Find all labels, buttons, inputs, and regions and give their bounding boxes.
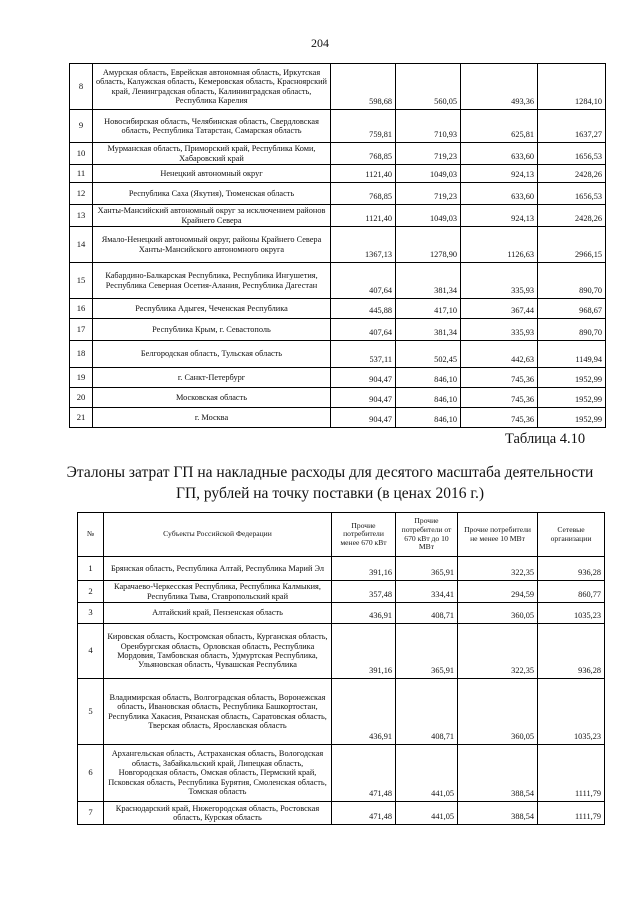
row-number: 3 [78, 603, 104, 624]
value-large-consumers: 442,63 [461, 341, 538, 368]
row-number: 6 [78, 745, 104, 802]
value-grid-organizations: 936,28 [538, 624, 605, 679]
table-row [78, 557, 605, 581]
value-grid-organizations: 1035,23 [538, 603, 605, 624]
value-medium-consumers: 502,45 [396, 341, 461, 368]
region-cell: Кировская область, Костромская область, Курганская область, Оренбургская область, Орловская область, Республика Мордовия, Тамбовская область, Удмуртская Республика, Ульяновская область, Чувашская Республика [104, 624, 332, 679]
value-medium-consumers: 441,05 [396, 802, 458, 825]
table-row [70, 341, 606, 368]
value-large-consumers: 633,60 [461, 143, 538, 165]
value-small-consumers: 471,48 [332, 745, 396, 802]
value-large-consumers: 335,93 [461, 263, 538, 299]
row-number: 4 [78, 624, 104, 679]
value-small-consumers: 1121,40 [331, 165, 396, 183]
value-large-consumers: 745,36 [461, 388, 538, 408]
value-medium-consumers: 365,91 [396, 557, 458, 581]
value-large-consumers: 388,54 [458, 802, 538, 825]
value-medium-consumers: 365,91 [396, 624, 458, 679]
row-number: 15 [70, 263, 93, 299]
table-row [78, 581, 605, 603]
value-medium-consumers: 846,10 [396, 388, 461, 408]
value-small-consumers: 391,16 [332, 557, 396, 581]
value-grid-organizations: 1656,53 [538, 183, 606, 205]
table-row [78, 624, 605, 679]
header-grid-organizations: Сетевые организации [538, 513, 605, 557]
value-grid-organizations: 1035,23 [538, 679, 605, 745]
header-large-consumers: Прочие потребители не менее 10 МВт [458, 513, 538, 557]
region-cell: Республика Саха (Якутия), Тюменская область [93, 183, 331, 205]
table-row [70, 388, 606, 408]
value-large-consumers: 335,93 [461, 319, 538, 341]
region-cell: Амурская область, Еврейская автономная область, Иркутская область, Калужская область, Кемеровская область, Красноярский край, Ленинградская область, Калининградская область, Республика Карелия [93, 64, 331, 110]
value-small-consumers: 391,16 [332, 624, 396, 679]
row-number: 8 [70, 64, 93, 110]
row-number: 16 [70, 299, 93, 319]
value-small-consumers: 598,68 [331, 64, 396, 110]
value-large-consumers: 388,54 [458, 745, 538, 802]
region-cell: Республика Адыгея, Чеченская Республика [93, 299, 331, 319]
value-small-consumers: 768,85 [331, 183, 396, 205]
region-cell: Московская область [93, 388, 331, 408]
row-number: 1 [78, 557, 104, 581]
table-row [70, 183, 606, 205]
region-cell: г. Санкт-Петербург [93, 368, 331, 388]
value-medium-consumers: 719,23 [396, 143, 461, 165]
region-cell: Владимирская область, Волгоградская область, Воронежская область, Ивановская область, Республика Башкортостан, Республика Хакасия, Рязанская область, Саратовская область, Тверская область, Ярославская область [104, 679, 332, 745]
value-grid-organizations: 1111,79 [538, 802, 605, 825]
region-cell: Мурманская область, Приморский край, Республика Коми, Хабаровский край [93, 143, 331, 165]
table-header-row [78, 513, 605, 557]
value-medium-consumers: 408,71 [396, 603, 458, 624]
row-number: 5 [78, 679, 104, 745]
region-cell: Республика Крым, г. Севастополь [93, 319, 331, 341]
table-row [70, 368, 606, 388]
region-cell: г. Москва [93, 408, 331, 428]
row-number: 2 [78, 581, 104, 603]
row-number: 11 [70, 165, 93, 183]
value-grid-organizations: 1637,27 [538, 110, 606, 143]
value-grid-organizations: 2966,15 [538, 227, 606, 263]
value-medium-consumers: 417,10 [396, 299, 461, 319]
region-cell: Ямало-Ненецкий автономный округ, районы Крайнего Севера Ханты-Мансийского автономного округа [93, 227, 331, 263]
table-row [70, 227, 606, 263]
value-medium-consumers: 846,10 [396, 408, 461, 428]
row-number: 13 [70, 205, 93, 227]
row-number: 20 [70, 388, 93, 408]
table-row [70, 263, 606, 299]
value-grid-organizations: 936,28 [538, 557, 605, 581]
value-grid-organizations: 1952,99 [538, 388, 606, 408]
row-number: 7 [78, 802, 104, 825]
table-label: Таблица 4.10 [505, 431, 586, 447]
value-medium-consumers: 1049,03 [396, 205, 461, 227]
value-small-consumers: 471,48 [332, 802, 396, 825]
region-cell: Карачаево-Черкесская Республика, Республика Калмыкия, Республика Тыва, Ставропольский край [104, 581, 332, 603]
region-cell: Белгородская область, Тульская область [93, 341, 331, 368]
value-grid-organizations: 1284,10 [538, 64, 606, 110]
value-small-consumers: 904,47 [331, 408, 396, 428]
value-medium-consumers: 1049,03 [396, 165, 461, 183]
table-row [70, 319, 606, 341]
value-large-consumers: 322,35 [458, 624, 538, 679]
value-grid-organizations: 1656,53 [538, 143, 606, 165]
value-small-consumers: 407,64 [331, 263, 396, 299]
value-small-consumers: 768,85 [331, 143, 396, 165]
value-grid-organizations: 860,77 [538, 581, 605, 603]
value-large-consumers: 924,13 [461, 165, 538, 183]
value-medium-consumers: 846,10 [396, 368, 461, 388]
value-large-consumers: 745,36 [461, 368, 538, 388]
value-large-consumers: 745,36 [461, 408, 538, 428]
value-medium-consumers: 560,05 [396, 64, 461, 110]
value-grid-organizations: 890,70 [538, 319, 606, 341]
value-medium-consumers: 710,93 [396, 110, 461, 143]
table-row [70, 165, 606, 183]
row-number: 9 [70, 110, 93, 143]
table-row [78, 745, 605, 802]
region-cell: Ненецкий автономный округ [93, 165, 331, 183]
value-large-consumers: 360,05 [458, 679, 538, 745]
value-large-consumers: 493,36 [461, 64, 538, 110]
value-grid-organizations: 2428,26 [538, 165, 606, 183]
table-row [70, 143, 606, 165]
header-small-consumers: Прочие потребители менее 670 кВт [332, 513, 396, 557]
row-number: 17 [70, 319, 93, 341]
table-row [70, 64, 606, 110]
value-large-consumers: 625,81 [461, 110, 538, 143]
table-row [78, 679, 605, 745]
header-number: № [78, 513, 104, 557]
value-medium-consumers: 334,41 [396, 581, 458, 603]
region-cell: Архангельская область, Астраханская область, Вологодская область, Забайкальский край, Липецкая область, Новгородская область, Омская область, Пермский край, Псковская область, Республика Бурятия, Смоленская область, Томская область [104, 745, 332, 802]
table-row [70, 205, 606, 227]
region-cell: Брянская область, Республика Алтай, Республика Марий Эл [104, 557, 332, 581]
value-grid-organizations: 1952,99 [538, 368, 606, 388]
value-small-consumers: 904,47 [331, 388, 396, 408]
value-large-consumers: 322,35 [458, 557, 538, 581]
value-large-consumers: 360,05 [458, 603, 538, 624]
value-grid-organizations: 1149,94 [538, 341, 606, 368]
row-number: 19 [70, 368, 93, 388]
table-row [70, 110, 606, 143]
value-small-consumers: 436,91 [332, 603, 396, 624]
value-large-consumers: 924,13 [461, 205, 538, 227]
value-grid-organizations: 1952,99 [538, 408, 606, 428]
value-grid-organizations: 968,67 [538, 299, 606, 319]
region-cell: Алтайский край, Пензенская область [104, 603, 332, 624]
header-region: Субъекты Российской Федерации [104, 513, 332, 557]
row-number: 18 [70, 341, 93, 368]
value-large-consumers: 294,59 [458, 581, 538, 603]
table-row [70, 408, 606, 428]
table-row [78, 603, 605, 624]
page-number: 204 [311, 36, 329, 50]
value-small-consumers: 904,47 [331, 368, 396, 388]
value-small-consumers: 537,11 [331, 341, 396, 368]
value-medium-consumers: 719,23 [396, 183, 461, 205]
value-small-consumers: 407,64 [331, 319, 396, 341]
row-number: 21 [70, 408, 93, 428]
region-cell: Кабардино-Балкарская Республика, Республика Ингушетия, Республика Северная Осетия-Алания, Республика Дагестан [93, 263, 331, 299]
table-continued [69, 63, 606, 428]
region-cell: Ханты-Мансийский автономный округ за исключением районов Крайнего Севера [93, 205, 331, 227]
value-small-consumers: 445,88 [331, 299, 396, 319]
value-small-consumers: 1367,13 [331, 227, 396, 263]
value-grid-organizations: 890,70 [538, 263, 606, 299]
value-grid-organizations: 1111,79 [538, 745, 605, 802]
row-number: 14 [70, 227, 93, 263]
value-large-consumers: 367,44 [461, 299, 538, 319]
table-overhead-costs [77, 512, 605, 825]
value-small-consumers: 357,48 [332, 581, 396, 603]
row-number: 10 [70, 143, 93, 165]
row-number: 12 [70, 183, 93, 205]
value-grid-organizations: 2428,26 [538, 205, 606, 227]
value-small-consumers: 759,81 [331, 110, 396, 143]
region-cell: Краснодарский край, Нижегородская область, Ростовская область, Курская область [104, 802, 332, 825]
value-medium-consumers: 441,05 [396, 745, 458, 802]
table-row [78, 802, 605, 825]
value-medium-consumers: 381,34 [396, 319, 461, 341]
table-row [70, 299, 606, 319]
value-medium-consumers: 408,71 [396, 679, 458, 745]
table-title: Эталоны затрат ГП на накладные расходы для десятого масштаба деятельности ГП, рублей на точку поставки (в ценах 2016 г.) [66, 464, 594, 502]
value-large-consumers: 1126,63 [461, 227, 538, 263]
value-small-consumers: 436,91 [332, 679, 396, 745]
value-small-consumers: 1121,40 [331, 205, 396, 227]
value-medium-consumers: 381,34 [396, 263, 461, 299]
value-large-consumers: 633,60 [461, 183, 538, 205]
region-cell: Новосибирская область, Челябинская область, Свердловская область, Республика Татарстан, Самарская область [93, 110, 331, 143]
value-medium-consumers: 1278,90 [396, 227, 461, 263]
header-medium-consumers: Прочие потребители от 670 кВт до 10 МВт [396, 513, 458, 557]
